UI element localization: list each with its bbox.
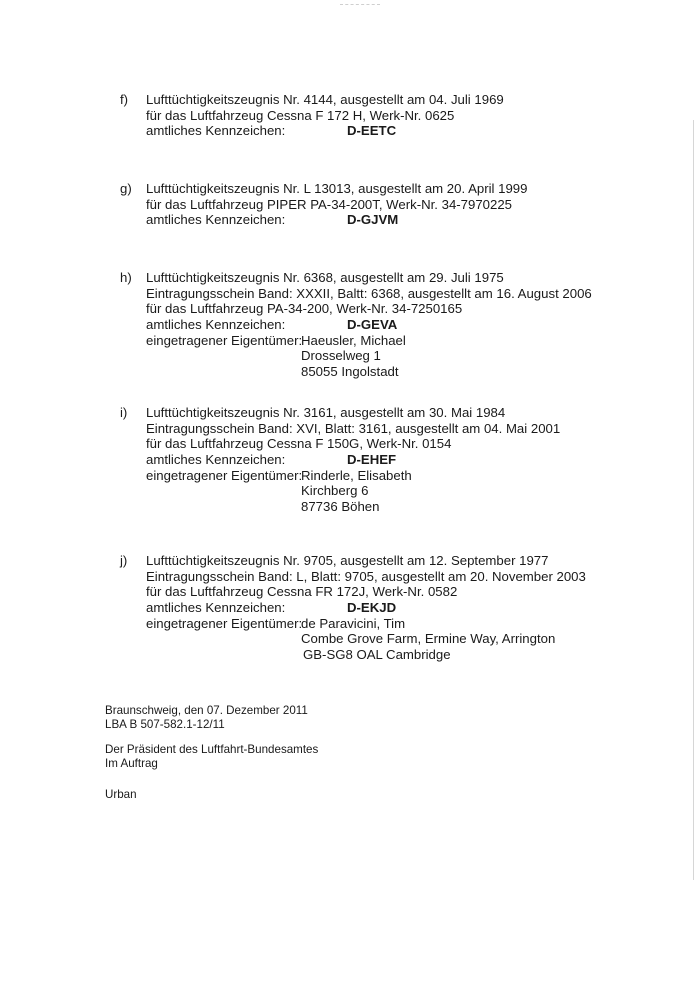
- aircraft-line: für das Luftfahrzeug PA-34-200, Werk-Nr. 34-7250165: [146, 301, 463, 317]
- owner-name: de Paravicini, Tim: [301, 615, 406, 631]
- owner-address-row: [146, 647, 586, 663]
- scan-mark: [340, 4, 380, 6]
- owner-label: eingetragener Eigentümer:: [146, 615, 303, 631]
- registration-value: D-GEVA: [347, 317, 398, 333]
- registration-label: amtliches Kennzeichen:: [146, 317, 286, 333]
- scan-edge-line: [693, 120, 694, 880]
- certificate-line: Lufttüchtigkeitszeugnis Nr. 6368, ausgestellt am 29. Juli 1975: [146, 270, 504, 285]
- owner-city: GB-SG8 OAL Cambridge: [303, 647, 451, 663]
- entry-letter: h): [120, 270, 132, 285]
- owner-row: [146, 333, 592, 349]
- registration-record-line: Eintragungsschein Band: L, Blatt: 9705, ausgestellt am 20. November 2003: [146, 568, 586, 584]
- registration-row: [146, 123, 504, 139]
- certificate-line: Lufttüchtigkeitszeugnis Nr. 4144, ausgestellt am 04. Juli 1969: [146, 92, 504, 107]
- aircraft-line: für das Luftfahrzeug Cessna F 150G, Werk-Nr. 0154: [146, 436, 452, 452]
- owner-name: Rinderle, Elisabeth: [301, 467, 412, 483]
- entry-letter: i): [120, 405, 128, 420]
- registration-label: amtliches Kennzeichen:: [146, 600, 286, 616]
- registration-label: amtliches Kennzeichen:: [146, 212, 286, 228]
- owner-address-row: [146, 631, 586, 647]
- certificate-line: Lufttüchtigkeitszeugnis Nr. 9705, ausgestellt am 12. September 1977: [146, 553, 549, 568]
- aircraft-line: für das Luftfahrzeug PIPER PA-34-200T, Werk-Nr. 34-7970225: [146, 196, 513, 212]
- signatory-name: Urban: [105, 788, 137, 801]
- registration-value: D-EKJD: [347, 600, 397, 616]
- registration-value: D-EHEF: [347, 452, 397, 468]
- aircraft-line: für das Luftfahrzeug Cessna F 172 H, Werk-Nr. 0625: [146, 107, 455, 123]
- owner-address-row: [146, 499, 560, 515]
- owner-street: Drosselweg 1: [301, 348, 381, 364]
- aircraft-line: für das Luftfahrzeug Cessna FR 172J, Werk-Nr. 0582: [146, 584, 458, 600]
- certificate-line: Lufttüchtigkeitszeugnis Nr. L 13013, ausgestellt am 20. April 1999: [146, 181, 528, 196]
- registration-record-line: Eintragungsschein Band: XXXII, Baltt: 6368, ausgestellt am 16. August 2006: [146, 285, 592, 301]
- reference-number: LBA B 507-582.1-12/11: [105, 718, 225, 731]
- owner-row: [146, 616, 586, 632]
- owner-city: 87736 Böhen: [301, 499, 380, 515]
- authority-title: Der Präsident des Luftfahrt-Bundesamtes: [105, 743, 319, 756]
- owner-address-row: [146, 348, 592, 364]
- footer-place-ref: [105, 704, 308, 732]
- owner-label: eingetragener Eigentümer:: [146, 332, 303, 348]
- owner-address-row: [146, 483, 560, 499]
- owner-name: Haeusler, Michael: [301, 332, 406, 348]
- place-date: Braunschweig, den 07. Dezember 2011: [105, 704, 308, 717]
- entry-letter: g): [120, 181, 132, 196]
- entry-letter: f): [120, 92, 129, 107]
- owner-label: eingetragener Eigentümer:: [146, 467, 303, 483]
- registration-row: [146, 212, 527, 228]
- registration-row: [146, 317, 592, 333]
- on-behalf: Im Auftrag: [105, 757, 158, 770]
- certificate-line: Lufttüchtigkeitszeugnis Nr. 3161, ausgestellt am 30. Mai 1984: [146, 405, 506, 420]
- owner-city: 85055 Ingolstadt: [301, 364, 399, 380]
- registration-row: [146, 452, 560, 468]
- registration-label: amtliches Kennzeichen:: [146, 452, 286, 468]
- registration-value: D-EETC: [347, 123, 397, 139]
- entry-letter: j): [120, 553, 128, 568]
- registration-value: D-GJVM: [347, 212, 399, 228]
- footer-authority: [105, 743, 318, 771]
- owner-row: [146, 468, 560, 484]
- owner-street: Combe Grove Farm, Ermine Way, Arrington: [301, 631, 556, 647]
- footer-signatory: [105, 788, 137, 802]
- owner-street: Kirchberg 6: [301, 483, 369, 499]
- registration-label: amtliches Kennzeichen:: [146, 123, 286, 139]
- owner-address-row: [146, 364, 592, 380]
- registration-record-line: Eintragungsschein Band: XVI, Blatt: 3161, ausgestellt am 04. Mai 2001: [146, 420, 561, 436]
- registration-row: [146, 600, 586, 616]
